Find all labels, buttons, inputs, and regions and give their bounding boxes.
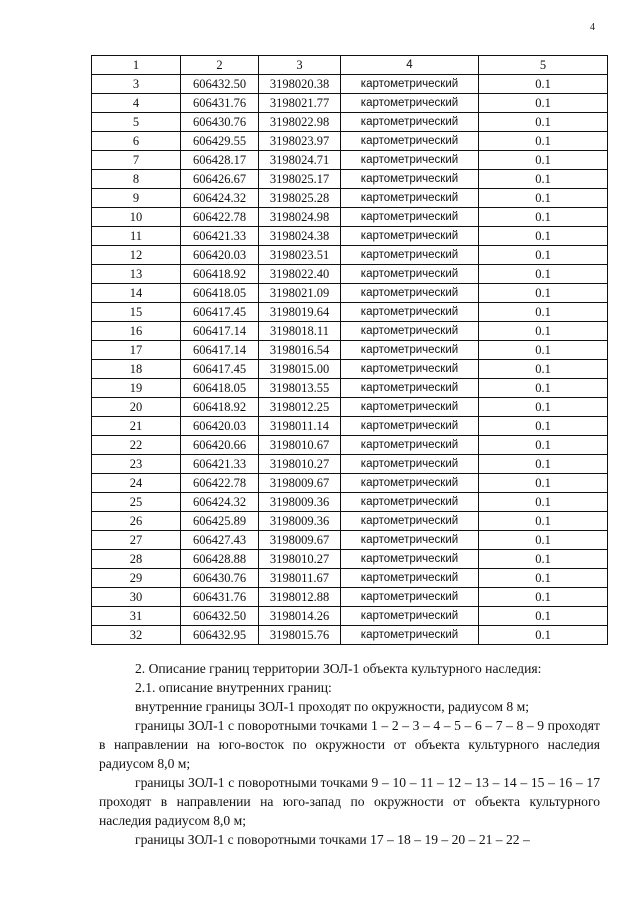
cell-y: 3198010.27 — [259, 455, 341, 474]
cell-y: 3198011.67 — [259, 569, 341, 588]
cell-accuracy: 0.1 — [479, 398, 608, 417]
cell-y: 3198023.97 — [259, 132, 341, 151]
table-row — [92, 493, 608, 512]
table-row — [92, 151, 608, 170]
cell-point: 3 — [92, 75, 181, 94]
cell-point: 16 — [92, 322, 181, 341]
cell-y: 3198012.25 — [259, 398, 341, 417]
cell-point: 13 — [92, 265, 181, 284]
cell-y: 3198021.09 — [259, 284, 341, 303]
cell-point: 8 — [92, 170, 181, 189]
cell-y: 3198015.76 — [259, 626, 341, 645]
cell-accuracy: 0.1 — [479, 626, 608, 645]
cell-x: 606422.78 — [181, 474, 259, 493]
cell-method: картометрический — [341, 550, 479, 569]
cell-y: 3198014.26 — [259, 607, 341, 626]
table-row — [92, 569, 608, 588]
cell-method: картометрический — [341, 474, 479, 493]
cell-y: 3198023.51 — [259, 246, 341, 265]
cell-accuracy: 0.1 — [479, 303, 608, 322]
table-row — [92, 246, 608, 265]
cell-x: 606417.14 — [181, 341, 259, 360]
cell-accuracy: 0.1 — [479, 588, 608, 607]
cell-accuracy: 0.1 — [479, 246, 608, 265]
cell-y: 3198022.98 — [259, 113, 341, 132]
cell-accuracy: 0.1 — [479, 550, 608, 569]
cell-x: 606427.43 — [181, 531, 259, 550]
table-row — [92, 550, 608, 569]
cell-method: картометрический — [341, 341, 479, 360]
column-header-x: 2 — [181, 56, 259, 75]
cell-accuracy: 0.1 — [479, 455, 608, 474]
cell-method: картометрический — [341, 75, 479, 94]
table-row — [92, 227, 608, 246]
table-row — [92, 208, 608, 227]
cell-accuracy: 0.1 — [479, 493, 608, 512]
cell-point: 11 — [92, 227, 181, 246]
table-row — [92, 588, 608, 607]
cell-x: 606430.76 — [181, 113, 259, 132]
cell-point: 15 — [92, 303, 181, 322]
cell-method: картометрический — [341, 246, 479, 265]
table-row — [92, 94, 608, 113]
cell-point: 25 — [92, 493, 181, 512]
cell-method: картометрический — [341, 626, 479, 645]
table-row — [92, 341, 608, 360]
cell-method: картометрический — [341, 569, 479, 588]
table-row — [92, 265, 608, 284]
cell-x: 606431.76 — [181, 588, 259, 607]
boundary-description — [99, 659, 600, 849]
cell-y: 3198020.38 — [259, 75, 341, 94]
table-row — [92, 398, 608, 417]
coordinates-table — [91, 55, 608, 645]
cell-accuracy: 0.1 — [479, 569, 608, 588]
cell-point: 20 — [92, 398, 181, 417]
cell-point: 29 — [92, 569, 181, 588]
cell-method: картометрический — [341, 322, 479, 341]
cell-point: 14 — [92, 284, 181, 303]
cell-method: картометрический — [341, 265, 479, 284]
cell-accuracy: 0.1 — [479, 436, 608, 455]
cell-method: картометрический — [341, 94, 479, 113]
cell-x: 606421.33 — [181, 455, 259, 474]
cell-accuracy: 0.1 — [479, 379, 608, 398]
table-row — [92, 360, 608, 379]
cell-point: 5 — [92, 113, 181, 132]
cell-point: 6 — [92, 132, 181, 151]
cell-method: картометрический — [341, 607, 479, 626]
cell-x: 606429.55 — [181, 132, 259, 151]
section-heading: 2. Описание границ территории ЗОЛ-1 объекта культурного наследия: — [135, 661, 542, 676]
cell-y: 3198013.55 — [259, 379, 341, 398]
column-header-y: 3 — [259, 56, 341, 75]
cell-point: 26 — [92, 512, 181, 531]
cell-method: картометрический — [341, 151, 479, 170]
cell-y: 3198009.67 — [259, 474, 341, 493]
cell-y: 3198010.67 — [259, 436, 341, 455]
cell-point: 27 — [92, 531, 181, 550]
cell-accuracy: 0.1 — [479, 284, 608, 303]
cell-method: картометрический — [341, 417, 479, 436]
cell-accuracy: 0.1 — [479, 94, 608, 113]
table-row — [92, 455, 608, 474]
table-header-row — [92, 56, 608, 75]
cell-x: 606418.05 — [181, 284, 259, 303]
cell-method: картометрический — [341, 512, 479, 531]
table-row — [92, 303, 608, 322]
table-row — [92, 189, 608, 208]
cell-y: 3198025.17 — [259, 170, 341, 189]
cell-method: картометрический — [341, 588, 479, 607]
paragraph-points-1-9: границы ЗОЛ-1 с поворотными точками 1 – 2 – 3 – 4 – 5 – 6 – 7 – 8 – 9 проходят в направлении на юго-восток по окружности от объекта культурного наследия радиусом 8,0 м; — [99, 718, 600, 771]
cell-accuracy: 0.1 — [479, 265, 608, 284]
subsection-heading: 2.1. описание внутренних границ: — [135, 680, 332, 695]
column-header-method: 4 — [341, 56, 479, 75]
cell-accuracy: 0.1 — [479, 151, 608, 170]
cell-point: 12 — [92, 246, 181, 265]
cell-point: 22 — [92, 436, 181, 455]
cell-y: 3198019.64 — [259, 303, 341, 322]
cell-x: 606428.88 — [181, 550, 259, 569]
cell-y: 3198009.67 — [259, 531, 341, 550]
cell-accuracy: 0.1 — [479, 227, 608, 246]
cell-point: 31 — [92, 607, 181, 626]
cell-accuracy: 0.1 — [479, 189, 608, 208]
table-row — [92, 531, 608, 550]
cell-accuracy: 0.1 — [479, 322, 608, 341]
cell-x: 606425.89 — [181, 512, 259, 531]
table-row — [92, 132, 608, 151]
cell-y: 3198015.00 — [259, 360, 341, 379]
cell-point: 28 — [92, 550, 181, 569]
cell-point: 4 — [92, 94, 181, 113]
cell-y: 3198022.40 — [259, 265, 341, 284]
cell-accuracy: 0.1 — [479, 360, 608, 379]
cell-method: картометрический — [341, 379, 479, 398]
cell-method: картометрический — [341, 132, 479, 151]
table-row — [92, 626, 608, 645]
cell-x: 606432.50 — [181, 75, 259, 94]
page-number: 4 — [590, 22, 595, 33]
cell-y: 3198018.11 — [259, 322, 341, 341]
cell-point: 30 — [92, 588, 181, 607]
cell-x: 606426.67 — [181, 170, 259, 189]
cell-method: картометрический — [341, 493, 479, 512]
cell-accuracy: 0.1 — [479, 531, 608, 550]
table-row — [92, 170, 608, 189]
cell-y: 3198024.38 — [259, 227, 341, 246]
table-row — [92, 607, 608, 626]
cell-method: картометрический — [341, 189, 479, 208]
cell-x: 606420.03 — [181, 417, 259, 436]
table-row — [92, 417, 608, 436]
cell-accuracy: 0.1 — [479, 132, 608, 151]
cell-point: 7 — [92, 151, 181, 170]
cell-x: 606417.45 — [181, 303, 259, 322]
cell-method: картометрический — [341, 113, 479, 132]
table-row — [92, 75, 608, 94]
cell-x: 606421.33 — [181, 227, 259, 246]
cell-y: 3198012.88 — [259, 588, 341, 607]
cell-point: 32 — [92, 626, 181, 645]
cell-y: 3198009.36 — [259, 493, 341, 512]
cell-accuracy: 0.1 — [479, 208, 608, 227]
cell-accuracy: 0.1 — [479, 417, 608, 436]
cell-x: 606424.32 — [181, 189, 259, 208]
table-row — [92, 113, 608, 132]
cell-method: картометрический — [341, 398, 479, 417]
table-row — [92, 474, 608, 493]
cell-x: 606420.66 — [181, 436, 259, 455]
cell-y: 3198021.77 — [259, 94, 341, 113]
cell-accuracy: 0.1 — [479, 512, 608, 531]
cell-point: 23 — [92, 455, 181, 474]
table-row — [92, 379, 608, 398]
cell-point: 21 — [92, 417, 181, 436]
cell-accuracy: 0.1 — [479, 75, 608, 94]
cell-x: 606417.45 — [181, 360, 259, 379]
cell-y: 3198011.14 — [259, 417, 341, 436]
cell-point: 9 — [92, 189, 181, 208]
cell-method: картометрический — [341, 303, 479, 322]
cell-method: картометрический — [341, 284, 479, 303]
cell-x: 606418.92 — [181, 265, 259, 284]
cell-accuracy: 0.1 — [479, 113, 608, 132]
cell-method: картометрический — [341, 360, 479, 379]
cell-x: 606428.17 — [181, 151, 259, 170]
cell-x: 606432.95 — [181, 626, 259, 645]
cell-y: 3198016.54 — [259, 341, 341, 360]
cell-point: 18 — [92, 360, 181, 379]
cell-point: 19 — [92, 379, 181, 398]
table-row — [92, 284, 608, 303]
cell-point: 10 — [92, 208, 181, 227]
cell-method: картометрический — [341, 436, 479, 455]
paragraph-points-9-17: границы ЗОЛ-1 с поворотными точками 9 – 10 – 11 – 12 – 13 – 14 – 15 – 16 – 17 проходят в направлении на юго-запад по окружности от объекта культурного наследия радиусом 8,0 м; — [99, 775, 600, 828]
cell-x: 606418.05 — [181, 379, 259, 398]
cell-method: картометрический — [341, 227, 479, 246]
cell-x: 606418.92 — [181, 398, 259, 417]
cell-y: 3198024.71 — [259, 151, 341, 170]
table-row — [92, 512, 608, 531]
cell-x: 606431.76 — [181, 94, 259, 113]
cell-accuracy: 0.1 — [479, 607, 608, 626]
cell-y: 3198010.27 — [259, 550, 341, 569]
cell-x: 606424.32 — [181, 493, 259, 512]
column-header-accuracy: 5 — [479, 56, 608, 75]
paragraph-points-17-22: границы ЗОЛ-1 с поворотными точками 17 – 18 – 19 – 20 – 21 – 22 – — [135, 832, 530, 847]
cell-method: картометрический — [341, 170, 479, 189]
table-row — [92, 436, 608, 455]
cell-method: картометрический — [341, 455, 479, 474]
cell-x: 606417.14 — [181, 322, 259, 341]
cell-method: картометрический — [341, 208, 479, 227]
cell-accuracy: 0.1 — [479, 170, 608, 189]
cell-y: 3198009.36 — [259, 512, 341, 531]
cell-x: 606420.03 — [181, 246, 259, 265]
cell-point: 24 — [92, 474, 181, 493]
cell-y: 3198025.28 — [259, 189, 341, 208]
cell-x: 606430.76 — [181, 569, 259, 588]
cell-x: 606422.78 — [181, 208, 259, 227]
paragraph-inner-boundaries: внутренние границы ЗОЛ-1 проходят по окружности, радиусом 8 м; — [135, 699, 529, 714]
cell-accuracy: 0.1 — [479, 341, 608, 360]
table-row — [92, 322, 608, 341]
cell-method: картометрический — [341, 531, 479, 550]
column-header-point: 1 — [92, 56, 181, 75]
coordinates-table-body — [92, 56, 608, 645]
cell-point: 17 — [92, 341, 181, 360]
cell-x: 606432.50 — [181, 607, 259, 626]
cell-y: 3198024.98 — [259, 208, 341, 227]
cell-accuracy: 0.1 — [479, 474, 608, 493]
